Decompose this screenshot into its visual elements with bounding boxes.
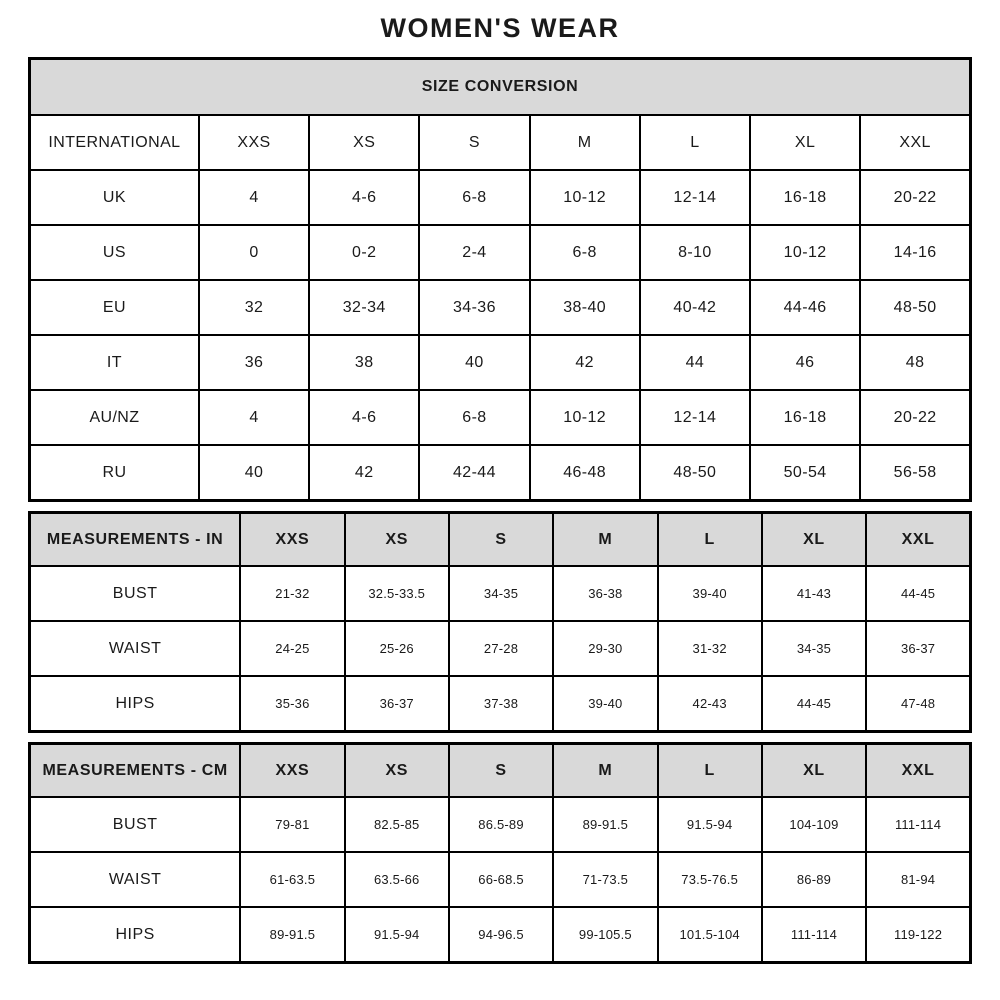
table-cell: 34-35	[762, 621, 866, 676]
table-cell: 4-6	[309, 390, 419, 445]
table-cell: 73.5-76.5	[658, 852, 762, 907]
table-row	[30, 907, 971, 963]
table-cell: 20-22	[860, 170, 970, 225]
column-header: INTERNATIONAL	[30, 115, 199, 170]
table-cell: 38	[309, 335, 419, 390]
table-cell: 6-8	[419, 390, 529, 445]
table-cell: 4	[199, 390, 309, 445]
column-header-row	[30, 513, 971, 567]
table-row	[30, 797, 971, 852]
table-cell: 10-12	[530, 390, 640, 445]
table-cell: 16-18	[750, 170, 860, 225]
column-header: XXS	[240, 744, 344, 798]
table-cell: 6-8	[530, 225, 640, 280]
table-cell: 94-96.5	[449, 907, 553, 963]
table-cell: 4	[199, 170, 309, 225]
table-cell: 27-28	[449, 621, 553, 676]
table-cell: 40	[199, 445, 309, 501]
table-cell: 48-50	[860, 280, 970, 335]
table-cell: 34-35	[449, 566, 553, 621]
table-row	[30, 170, 971, 225]
table-cell: 38-40	[530, 280, 640, 335]
table-cell: 31-32	[658, 621, 762, 676]
table-cell: 36	[199, 335, 309, 390]
table-cell: 32-34	[309, 280, 419, 335]
size-conversion-header	[30, 59, 971, 171]
table-row	[30, 566, 971, 621]
table-cell: 82.5-85	[345, 797, 449, 852]
column-header: XXL	[866, 513, 970, 567]
table-cell: 36-37	[866, 621, 970, 676]
table-cell: 32.5-33.5	[345, 566, 449, 621]
table-cell: 86-89	[762, 852, 866, 907]
table-cell: 41-43	[762, 566, 866, 621]
size-conversion-table	[28, 57, 972, 502]
column-header: S	[449, 513, 553, 567]
table-row	[30, 335, 971, 390]
table-cell: 89-91.5	[240, 907, 344, 963]
size-conversion-body	[30, 170, 971, 501]
table-cell: 0-2	[309, 225, 419, 280]
column-header: XL	[762, 513, 866, 567]
table-cell: 37-38	[449, 676, 553, 732]
table-row	[30, 390, 971, 445]
table-cell: 6-8	[419, 170, 529, 225]
table-cell: 104-109	[762, 797, 866, 852]
table-cell: 20-22	[860, 390, 970, 445]
table-cell: 44-45	[866, 566, 970, 621]
column-header: XXS	[240, 513, 344, 567]
table-cell: 2-4	[419, 225, 529, 280]
table-cell: 86.5-89	[449, 797, 553, 852]
table-cell: 56-58	[860, 445, 970, 501]
table-cell: 89-91.5	[553, 797, 657, 852]
measurements-cm-header	[30, 744, 971, 798]
table-cell: 48	[860, 335, 970, 390]
column-header: MEASUREMENTS - CM	[30, 744, 241, 798]
row-label: IT	[30, 335, 199, 390]
table-cell: 39-40	[553, 676, 657, 732]
column-header: M	[553, 744, 657, 798]
table-row	[30, 280, 971, 335]
row-label: BUST	[30, 566, 241, 621]
measurements-cm-table	[28, 742, 972, 964]
column-header: XS	[345, 513, 449, 567]
column-header: L	[640, 115, 750, 170]
table-row	[30, 852, 971, 907]
table-cell: 39-40	[658, 566, 762, 621]
table-cell: 0	[199, 225, 309, 280]
table-cell: 40-42	[640, 280, 750, 335]
column-header: L	[658, 744, 762, 798]
table-cell: 40	[419, 335, 529, 390]
table-cell: 25-26	[345, 621, 449, 676]
column-header: S	[449, 744, 553, 798]
table-cell: 14-16	[860, 225, 970, 280]
column-header: M	[553, 513, 657, 567]
table-cell: 42	[530, 335, 640, 390]
column-header: XXL	[860, 115, 970, 170]
column-header: L	[658, 513, 762, 567]
table-cell: 81-94	[866, 852, 970, 907]
table-cell: 8-10	[640, 225, 750, 280]
table-cell: 44-45	[762, 676, 866, 732]
column-header-row	[30, 115, 971, 170]
table-cell: 79-81	[240, 797, 344, 852]
table-cell: 10-12	[750, 225, 860, 280]
row-label: UK	[30, 170, 199, 225]
table-cell: 42-44	[419, 445, 529, 501]
row-label: WAIST	[30, 621, 241, 676]
table-cell: 12-14	[640, 170, 750, 225]
table-cell: 10-12	[530, 170, 640, 225]
table-cell: 4-6	[309, 170, 419, 225]
table-cell: 32	[199, 280, 309, 335]
table-row	[30, 676, 971, 732]
table-cell: 50-54	[750, 445, 860, 501]
table-cell: 119-122	[866, 907, 970, 963]
table-cell: 46-48	[530, 445, 640, 501]
page-title: WOMEN'S WEAR	[380, 13, 620, 43]
row-label: AU/NZ	[30, 390, 199, 445]
table-cell: 66-68.5	[449, 852, 553, 907]
table-cell: 91.5-94	[658, 797, 762, 852]
table-cell: 21-32	[240, 566, 344, 621]
measurements-in-table	[28, 511, 972, 733]
table-cell: 46	[750, 335, 860, 390]
table-cell: 12-14	[640, 390, 750, 445]
table-cell: 61-63.5	[240, 852, 344, 907]
table-cell: 36-38	[553, 566, 657, 621]
column-header: M	[530, 115, 640, 170]
table-cell: 71-73.5	[553, 852, 657, 907]
table-cell: 101.5-104	[658, 907, 762, 963]
column-header: XL	[762, 744, 866, 798]
measurements-in-body	[30, 566, 971, 732]
measurements-cm-body	[30, 797, 971, 963]
table-cell: 42	[309, 445, 419, 501]
table-cell: 48-50	[640, 445, 750, 501]
row-label: US	[30, 225, 199, 280]
table-cell: 24-25	[240, 621, 344, 676]
table-title: SIZE CONVERSION	[30, 59, 971, 116]
measurements-in-header	[30, 513, 971, 567]
column-header: XXS	[199, 115, 309, 170]
table-cell: 63.5-66	[345, 852, 449, 907]
table-cell: 16-18	[750, 390, 860, 445]
table-cell: 29-30	[553, 621, 657, 676]
row-label: BUST	[30, 797, 241, 852]
table-cell: 44	[640, 335, 750, 390]
table-row	[30, 225, 971, 280]
table-cell: 42-43	[658, 676, 762, 732]
row-label: WAIST	[30, 852, 241, 907]
table-cell: 34-36	[419, 280, 529, 335]
column-header: XS	[345, 744, 449, 798]
table-cell: 47-48	[866, 676, 970, 732]
row-label: RU	[30, 445, 199, 501]
column-header: MEASUREMENTS - IN	[30, 513, 241, 567]
row-label: EU	[30, 280, 199, 335]
table-cell: 111-114	[762, 907, 866, 963]
column-header: XS	[309, 115, 419, 170]
table-cell: 99-105.5	[553, 907, 657, 963]
row-label: HIPS	[30, 676, 241, 732]
table-cell: 36-37	[345, 676, 449, 732]
column-header: S	[419, 115, 529, 170]
table-cell: 35-36	[240, 676, 344, 732]
row-label: HIPS	[30, 907, 241, 963]
column-header: XL	[750, 115, 860, 170]
table-row	[30, 445, 971, 501]
table-cell: 44-46	[750, 280, 860, 335]
table-title-row	[30, 59, 971, 116]
column-header: XXL	[866, 744, 970, 798]
column-header-row	[30, 744, 971, 798]
table-row	[30, 621, 971, 676]
table-cell: 111-114	[866, 797, 970, 852]
table-cell: 91.5-94	[345, 907, 449, 963]
